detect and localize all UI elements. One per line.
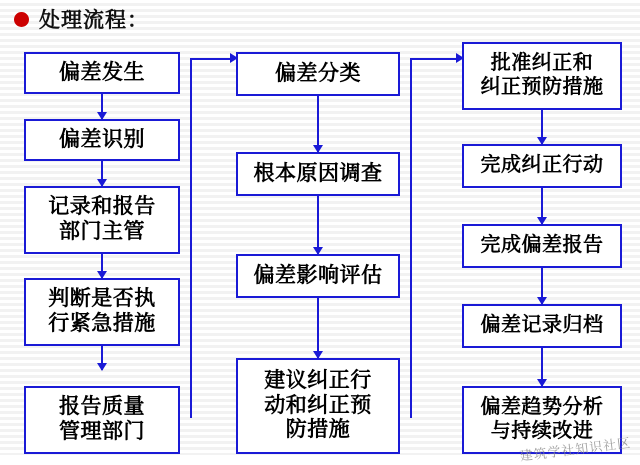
node-label: 判断是否执 行紧急措施 — [48, 287, 156, 335]
connector-left-to-middle — [190, 58, 240, 418]
arrow-right-3 — [535, 268, 549, 304]
node-label: 报告质量 管理部门 — [59, 395, 145, 443]
arrow-right-4 — [535, 348, 549, 386]
node-deviation-identification[interactable] — [24, 119, 180, 161]
node-label: 偏差记录归档 — [480, 314, 604, 337]
node-label: 根本原因调查 — [253, 161, 383, 185]
node-label: 偏差影响评估 — [253, 263, 383, 287]
node-label: 批准纠正和 纠正预防措施 — [480, 52, 604, 98]
node-report-quality-department[interactable] — [24, 386, 180, 454]
node-label: 完成偏差报告 — [480, 234, 604, 257]
node-label: 记录和报告 部门主管 — [48, 195, 156, 243]
node-complete-corrective-action[interactable] — [462, 144, 622, 188]
node-label: 完成纠正行动 — [480, 154, 604, 177]
node-deviation-impact-assessment[interactable] — [236, 254, 400, 298]
node-complete-deviation-report[interactable] — [462, 224, 622, 268]
node-suggest-capa[interactable] — [236, 358, 400, 454]
node-judge-emergency-measures[interactable] — [24, 278, 180, 346]
node-deviation-occurs[interactable] — [24, 52, 180, 94]
arrow-middle-2 — [311, 196, 325, 254]
arrow-left-4 — [95, 346, 109, 370]
node-deviation-classification[interactable] — [236, 52, 400, 96]
page-title-text: 处理流程： — [39, 9, 149, 32]
node-label: 偏差发生 — [59, 60, 145, 84]
arrow-left-2 — [95, 161, 109, 186]
arrow-middle-3 — [311, 298, 325, 358]
page-title — [14, 4, 149, 34]
arrow-middle-1 — [311, 96, 325, 152]
node-root-cause-investigation[interactable] — [236, 152, 400, 196]
node-label: 偏差识别 — [59, 127, 145, 151]
node-approve-capa[interactable] — [462, 42, 622, 110]
node-label: 偏差趋势分析 与持续改进 — [480, 396, 604, 442]
connector-middle-to-right — [410, 58, 466, 418]
arrow-left-1 — [95, 94, 109, 119]
arrow-right-1 — [535, 110, 549, 144]
bullet-icon — [14, 12, 29, 27]
node-label: 建议纠正行 动和纠正预 防措施 — [264, 368, 372, 442]
node-record-report-supervisor[interactable] — [24, 186, 180, 254]
watermark: 建筑学社知识社区 — [518, 435, 632, 464]
node-label: 偏差分类 — [275, 61, 361, 85]
node-archive-deviation-record[interactable] — [462, 304, 622, 348]
arrow-right-2 — [535, 188, 549, 224]
arrow-left-3 — [95, 254, 109, 278]
